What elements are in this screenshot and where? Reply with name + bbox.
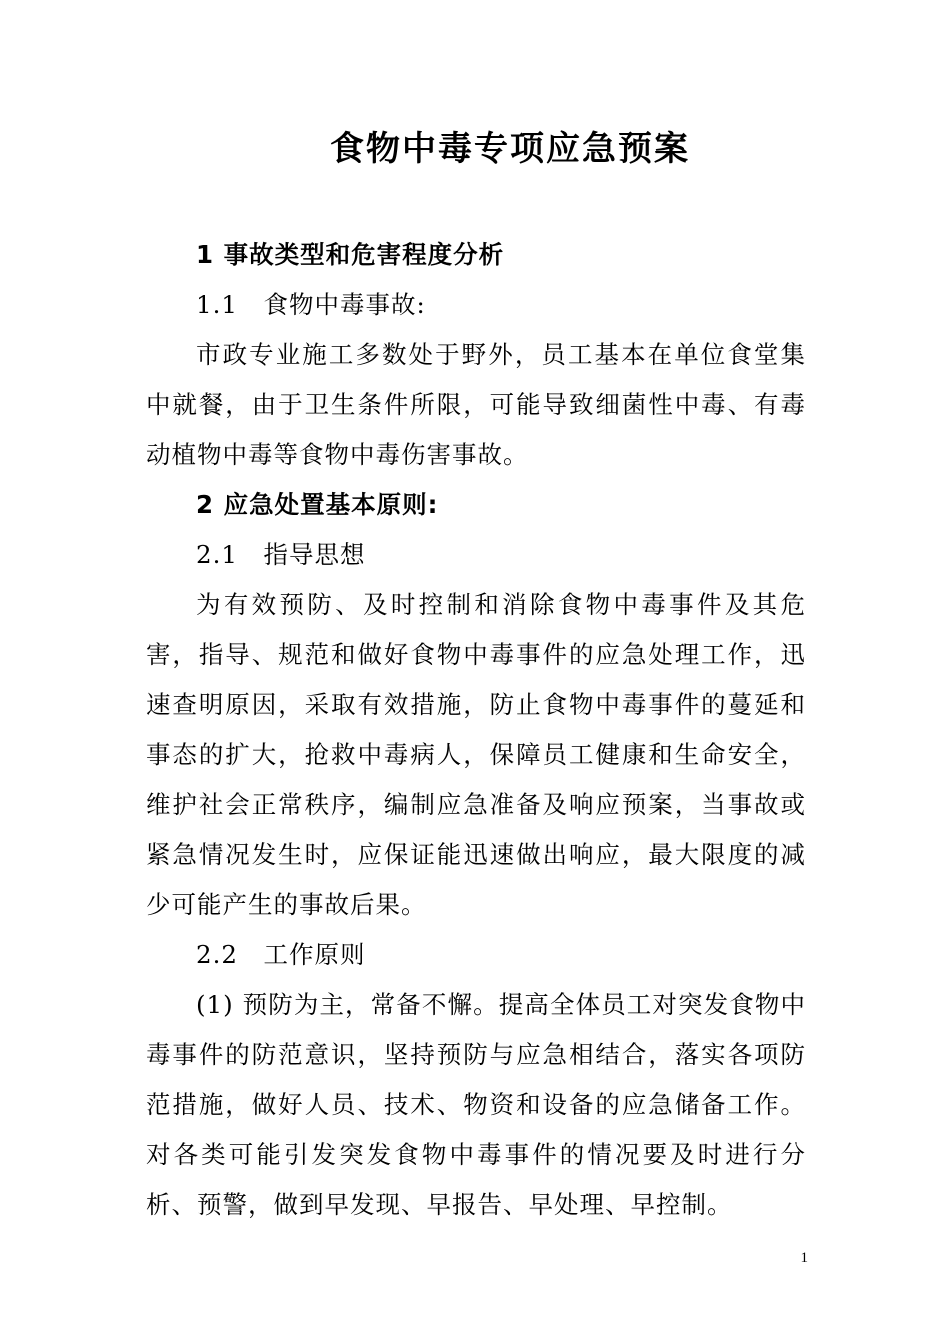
- subsection-heading-2-2: 2.2 工作原则: [196, 940, 366, 969]
- section-heading-2: 2 应急处置基本原则:: [196, 490, 439, 519]
- section-heading-1: 1 事故类型和危害程度分析: [196, 240, 505, 269]
- document-body: [146, 230, 806, 1230]
- subsection-heading-2-1: 2.1 指导思想: [196, 540, 366, 569]
- subsection-heading-1-1: 1.1 食物中毒事故:: [196, 290, 426, 319]
- document-title: 食物中毒专项应急预案: [330, 129, 690, 169]
- page-number: 1: [800, 1250, 808, 1266]
- paragraph-2-1: 为有效预防、及时控制和消除食物中毒事件及其危害，指导、规范和做好食物中毒事件的应急处理工作，迅速查明原因，采取有效措施，防止食物中毒事件的蔓延和事态的扩大，抢救中毒病人，保障员工健康和生命安全，维护社会正常秩序，编制应急准备及响应预案，当事故或紧急情况发生时，应保证能迅速做出响应，最大限度的减少可能产生的事故后果。: [146, 590, 806, 919]
- paragraph-2-2: (1) 预防为主，常备不懈。提高全体员工对突发食物中毒事件的防范意识，坚持预防与应急相结合，落实各项防范措施，做好人员、技术、物资和设备的应急储备工作。对各类可能引发突发食物中毒事件的情况要及时进行分析、预警，做到早发现、早报告、早处理、早控制。: [146, 990, 806, 1219]
- paragraph-1-1: 市政专业施工多数处于野外，员工基本在单位食堂集中就餐，由于卫生条件所限，可能导致细菌性中毒、有毒动植物中毒等食物中毒伤害事故。: [146, 340, 806, 469]
